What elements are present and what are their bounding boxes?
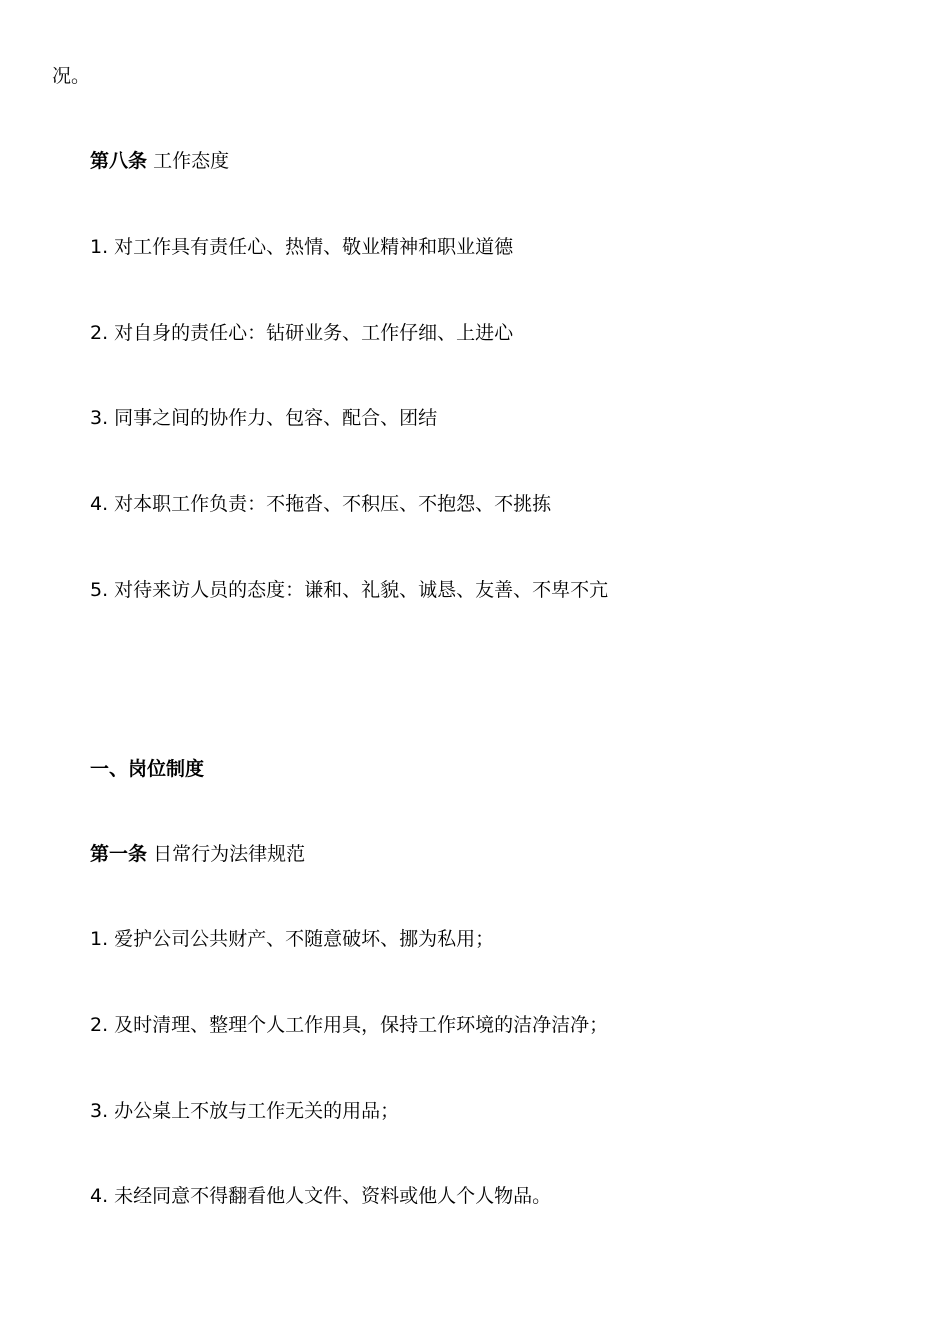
article-8-title: 工作态度 xyxy=(153,150,230,172)
article-8-item: 5. 对待来访人员的态度：谦和、礼貌、诚恳、友善、不卑不亢 xyxy=(90,579,609,601)
article-1-item: 4. 未经同意不得翻看他人文件、资料或他人个人物品。 xyxy=(90,1185,552,1207)
article-1-title: 日常行为法律规范 xyxy=(153,843,306,865)
article-1-item: 3. 办公桌上不放与工作无关的用品； xyxy=(90,1100,400,1122)
article-8-item: 3. 同事之间的协作力、包容、配合、团结 xyxy=(90,407,438,429)
article-8-item: 4. 对本职工作负责：不拖沓、不积压、不抱怨、不挑拣 xyxy=(90,493,552,515)
article-1-item: 1. 爱护公司公共财产、不随意破坏、挪为私用； xyxy=(90,928,495,950)
article-1-item: 2. 及时清理、整理个人工作用具，保持工作环境的洁净洁净； xyxy=(90,1014,609,1036)
article-8-heading xyxy=(90,149,229,173)
article-1-label: 第一条 xyxy=(90,843,148,865)
article-8-label: 第八条 xyxy=(90,150,148,172)
article-1-heading xyxy=(90,842,305,866)
continuation-text: 况。 xyxy=(52,65,91,87)
article-8-item: 2. 对自身的责任心：钻研业务、工作仔细、上进心 xyxy=(90,322,514,344)
article-8-item: 1. 对工作具有责任心、热情、敬业精神和职业道德 xyxy=(90,236,514,258)
section-heading: 一、岗位制度 xyxy=(90,758,205,780)
